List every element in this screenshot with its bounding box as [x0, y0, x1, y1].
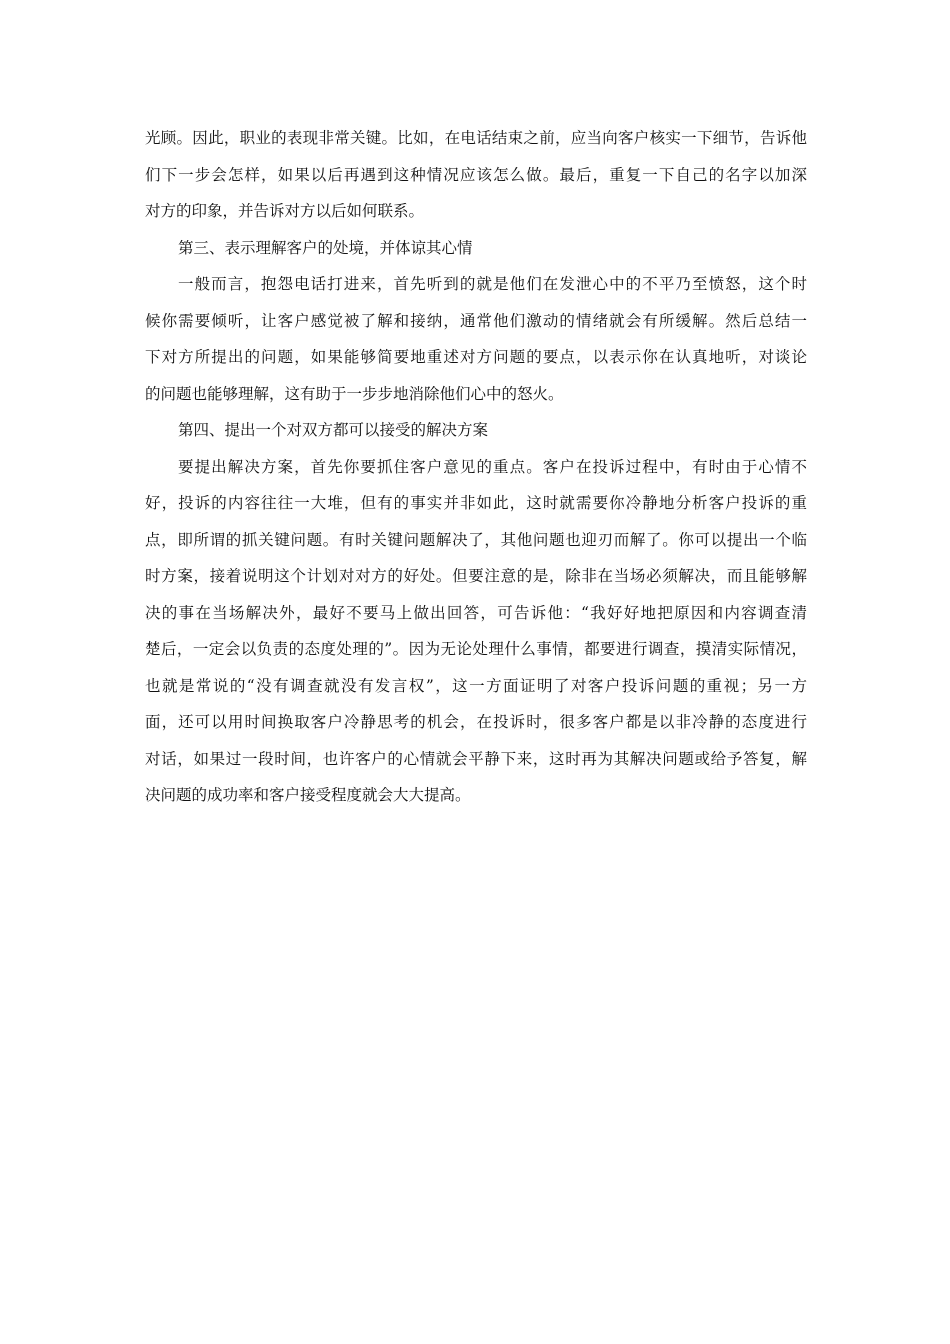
text-line: 候你需要倾听，让客户感觉被了解和接纳，通常他们激动的情绪就会有所缓解。然后总结一: [145, 311, 807, 330]
text-line: 要提出解决方案，首先你要抓住客户意见的重点。客户在投诉过程中，有时由于心情不: [178, 457, 807, 476]
paragraph-solution: [145, 449, 807, 814]
text-line: 时方案，接着说明这个计划对对方的好处。但要注意的是，除非在当场必须解决，而且能够解: [145, 567, 807, 585]
text-line: 一般而言，抱怨电话打进来，首先听到的就是他们在发泄心中的不平乃至愤怒，这个时: [178, 275, 807, 293]
text-line: 的问题也能够理解，这有助于一步步地消除他们心中的怒火。: [145, 384, 564, 403]
paragraph-continued: [145, 120, 807, 230]
text-line: 对方的印象，并告诉对方以后如何联系。: [145, 202, 425, 220]
text-line: 也就是常说的“没有调查就没有发言权”，这一方面证明了对客户投诉问题的重视；另一方: [145, 676, 807, 695]
text-line: 好，投诉的内容往往一大堆，但有的事实并非如此，这时就需要你冷静地分析客户投诉的重: [145, 494, 807, 512]
text-line: 对话，如果过一段时间，也许客户的心情就会平静下来，这时再为其解决问题或给予答复，解: [145, 749, 807, 768]
paragraph-understanding: [145, 266, 807, 412]
text-line: 决问题的成功率和客户接受程度就会大大提高。: [145, 786, 471, 804]
text-line: 面，还可以用时间换取客户冷静思考的机会，在投诉时，很多客户都是以非冷静的态度进行: [145, 713, 807, 731]
document-body: [145, 120, 807, 814]
section-heading-fourth: 第四、提出一个对双方都可以接受的解决方案: [178, 421, 489, 439]
text-line: 点，即所谓的抓关键问题。有时关键问题解决了，其他问题也迎刃而解了。你可以提出一个临: [145, 530, 807, 549]
section-heading-third: 第三、表示理解客户的处境，并体谅其心情: [178, 238, 473, 257]
text-line: 决的事在当场解决外，最好不要马上做出回答，可告诉他：“我好好地把原因和内容调查清: [145, 603, 807, 622]
text-line: 下对方所提出的问题，如果能够简要地重述对方问题的要点，以表示你在认真地听，对谈论: [145, 348, 807, 366]
text-line: 光顾。因此，职业的表现非常关键。比如，在电话结束之前，应当向客户核实一下细节，告诉他: [145, 129, 807, 147]
text-line: 楚后，一定会以负责的态度处理的”。因为无论处理什么事情，都要进行调查，摸清实际情况，: [145, 640, 807, 658]
text-line: 们下一步会怎样，如果以后再遇到这种情况应该怎么做。最后，重复一下自己的名字以加深: [145, 165, 807, 184]
